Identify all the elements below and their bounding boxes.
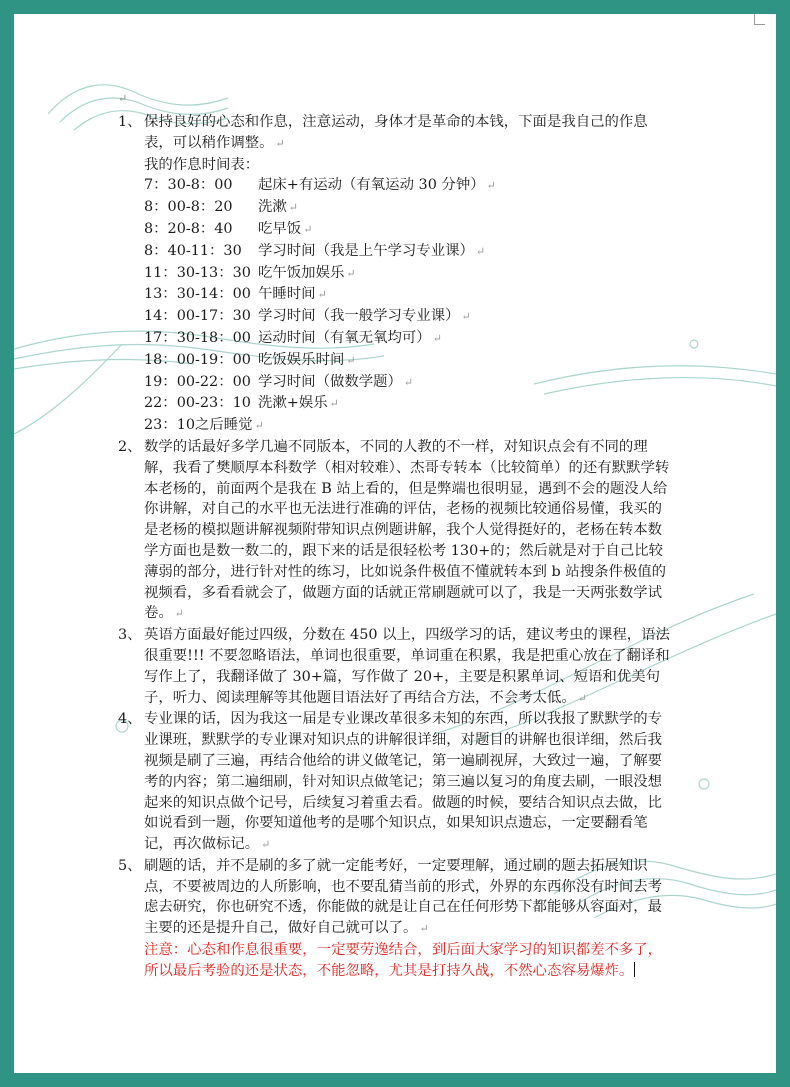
item-text: 专业课的话，因为我这一届是专业课改革很多未知的东西，所以我报了默默学的专业课班，默默学的专业课对知识点的讲解很详细，对题目的讲解也很详细，然后我视频是刷了三遍，再结合他给的讲义做笔记，第一遍刷视屏，大致过一遍，了解要考的内容；第二遍细刷，针对知识点做笔记；第三遍以复习的角度去刷，一眼没想起来的知识点做个记号，后续复习着重去看。做题的时候，要结合知识点去做，比如说看到一题，你要知道他考的是哪个知识点，如果知识点遗忘，一定要翻看笔记，再次做标记。 bbox=[144, 711, 663, 853]
item-number: 2、 bbox=[118, 438, 142, 455]
schedule-row: 23：10之后睡觉 ↵ bbox=[144, 417, 264, 434]
list-item-2 bbox=[118, 437, 674, 625]
item-text: 英语方面最好能过四级，分数在 450 以上，四级学习的话，建议考虫的课程，语法很重要!!! 不要忽略语法，单词也很重要，单词重在积累，我是把重心放在了翻译和写作上了，我翻译做了 30+篇，写作做了 20+，主要是积累单词、短语和优美句子，听力、阅读理解等其他题目语法好了再结合方法，不会考太低。 bbox=[144, 627, 670, 706]
schedule-row: 7：30-8：00 起床+有运动（有氧运动 30 分钟） ↵ bbox=[144, 177, 496, 194]
schedule-row: 22：00-23：10 洗漱+娱乐 ↵ bbox=[144, 395, 339, 412]
item-number: 4、 bbox=[118, 711, 142, 728]
paragraph-mark: ↵ bbox=[118, 92, 128, 105]
schedule-row: 18：00-19：00 吃饭娱乐时间 ↵ bbox=[144, 351, 356, 368]
diagonal-line-left bbox=[14, 344, 122, 434]
item-text: 刷题的话，并不是刷的多了就一定能考好，一定要理解，通过刷的题去拓展知识点，不要被周边的人所影响，也不要乱猜当前的形式，外界的东西你没有时间去考虑去研究，你也研究不透，你能做的就是让自己在任何形势下都能够从容面对，最主要的还是提升自己，做好自己就可以了。 bbox=[144, 857, 663, 937]
item-text: 数学的话最好多学几遍不同版本，不同的人教的不一样，对知识点会有不同的理解，我看了樊顺厚本科数学（相对较难）、杰哥专转本（比较简单）的还有默默学转本老杨的，前面两个是我在 B 站上看的，但是弊端也很明显，遇到不会的题没人给你讲解，对自己的水平也无法进行准确的评估，老杨的视频比较通俗易懂，我买的是老杨的模拟题讲解视频附带知识点例题讲解，我个人觉得挺好的，老杨在转本数学方面也是数一数二的，跟下来的话是很轻松考 130+的；然后就是对于自己比较薄弱的部分，进行针对性的练习，比如说条件极值不懂就转本到 b 站搜条件极值的视频看，多看看就会了，做题方面的话就正常刷题就可以了，我是一天两张数学试卷。 bbox=[144, 438, 670, 622]
schedule-row: 8：20-8：40 吃早饭 ↵ bbox=[144, 220, 313, 237]
schedule-row: 19：00-22：00 学习时间（做数学题） ↵ bbox=[144, 373, 414, 390]
list-item-1 bbox=[118, 112, 674, 437]
item-number: 3、 bbox=[118, 627, 142, 644]
schedule-row: 17：30-18：00 运动时间（有氧无氧均可） ↵ bbox=[144, 329, 442, 346]
list-item-5 bbox=[118, 856, 674, 982]
item-text: 保持良好的心态和作息，注意运动，身体才是革命的本钱，下面是我自己的作息表，可以稍作调整。 bbox=[144, 114, 648, 151]
schedule-row: 11：30-13：30 吃午饭加娱乐 ↵ bbox=[144, 264, 356, 281]
text-cursor bbox=[634, 962, 635, 977]
item-number: 1、 bbox=[118, 114, 142, 130]
return-mark: ↵ bbox=[419, 922, 429, 936]
list-item-3 bbox=[118, 625, 674, 709]
document-body bbox=[118, 112, 674, 982]
return-mark: ↵ bbox=[174, 607, 185, 621]
return-mark: ↵ bbox=[275, 136, 285, 150]
list-item-4 bbox=[118, 709, 674, 856]
return-mark: ↵ bbox=[577, 691, 587, 705]
schedule-title: 我的作息时间表： bbox=[144, 156, 260, 173]
schedule-row: 8：40-11：30 学习时间（我是上午学习专业课） ↵ bbox=[144, 242, 486, 259]
schedule-row: 8：00-8：20 洗漱 ↵ bbox=[144, 199, 299, 216]
schedule-row: 14：00-17：30 学习时间（我一般学习专业课） ↵ bbox=[144, 308, 471, 325]
return-mark: ↵ bbox=[261, 838, 271, 852]
margin-corner-mark bbox=[754, 14, 765, 25]
item-number: 5、 bbox=[118, 857, 142, 874]
document-page bbox=[14, 14, 776, 1073]
schedule-row: 13：30-14：00 午睡时间 ↵ bbox=[144, 286, 327, 303]
note-text: 注意：心态和作息很重要，一定要劳逸结合，到后面大家学习的知识都差不多了，所以最后考验的还是状态，不能忽略，尤其是打持久战，不然心态容易爆炸。 bbox=[144, 942, 663, 979]
